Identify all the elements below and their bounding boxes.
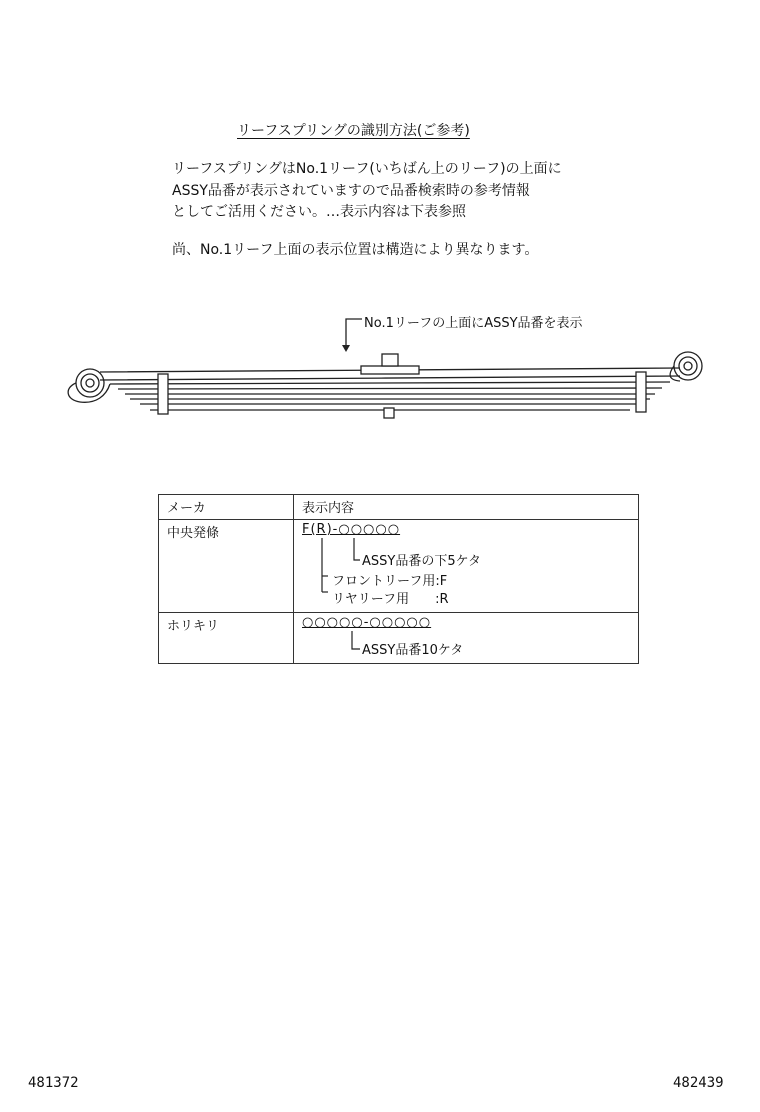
callout-leader xyxy=(346,319,362,348)
display-cell xyxy=(294,613,639,664)
center-pad xyxy=(361,366,419,374)
center-bolt-head xyxy=(382,354,398,366)
code-note: リヤリーフ用 :R xyxy=(332,592,449,607)
callout-arrowhead xyxy=(342,345,350,352)
table-row xyxy=(159,613,639,664)
maker-name: ホリキリ xyxy=(159,613,294,664)
right-eye xyxy=(674,352,702,380)
document-title: リーフスプリングの識別方法(ご参考) xyxy=(237,123,470,139)
note-line: 尚、No.1リーフ上面の表示位置は構造により異なります。 xyxy=(172,242,539,258)
display-cell xyxy=(294,520,639,613)
footer-right-number: 482439 xyxy=(673,1075,724,1091)
intro-line-1: リーフスプリングはNo.1リーフ(いちばん上のリーフ)の上面に xyxy=(172,161,562,177)
code-note: ASSY品番の下5ケタ xyxy=(362,554,481,569)
left-clip xyxy=(158,374,168,414)
leaf-spring-diagram xyxy=(0,0,760,480)
maker-name: 中央発條 xyxy=(159,520,294,613)
header-display: 表示内容 xyxy=(294,495,639,520)
center-bolt-tail xyxy=(384,408,394,418)
code-pattern: F(R)-○○○○○ xyxy=(302,522,401,537)
code-note: ASSY品番10ケタ xyxy=(362,643,464,658)
code-note: フロントリーフ用:F xyxy=(332,574,448,589)
table-header-row xyxy=(159,495,639,520)
header-maker: メーカ xyxy=(159,495,294,520)
left-eye xyxy=(76,369,104,397)
intro-line-3: としてご活用ください。…表示内容は下表参照 xyxy=(172,204,466,220)
footer-left-number: 481372 xyxy=(28,1075,79,1091)
maker-table xyxy=(158,494,639,664)
intro-line-2: ASSY品番が表示されていますので品番検索時の参考情報 xyxy=(172,183,530,199)
code-pattern: ○○○○○-○○○○○ xyxy=(302,615,432,630)
callout-text: No.1リーフの上面にASSY品番を表示 xyxy=(364,316,583,331)
table-row xyxy=(159,520,639,613)
right-clip xyxy=(636,372,646,412)
